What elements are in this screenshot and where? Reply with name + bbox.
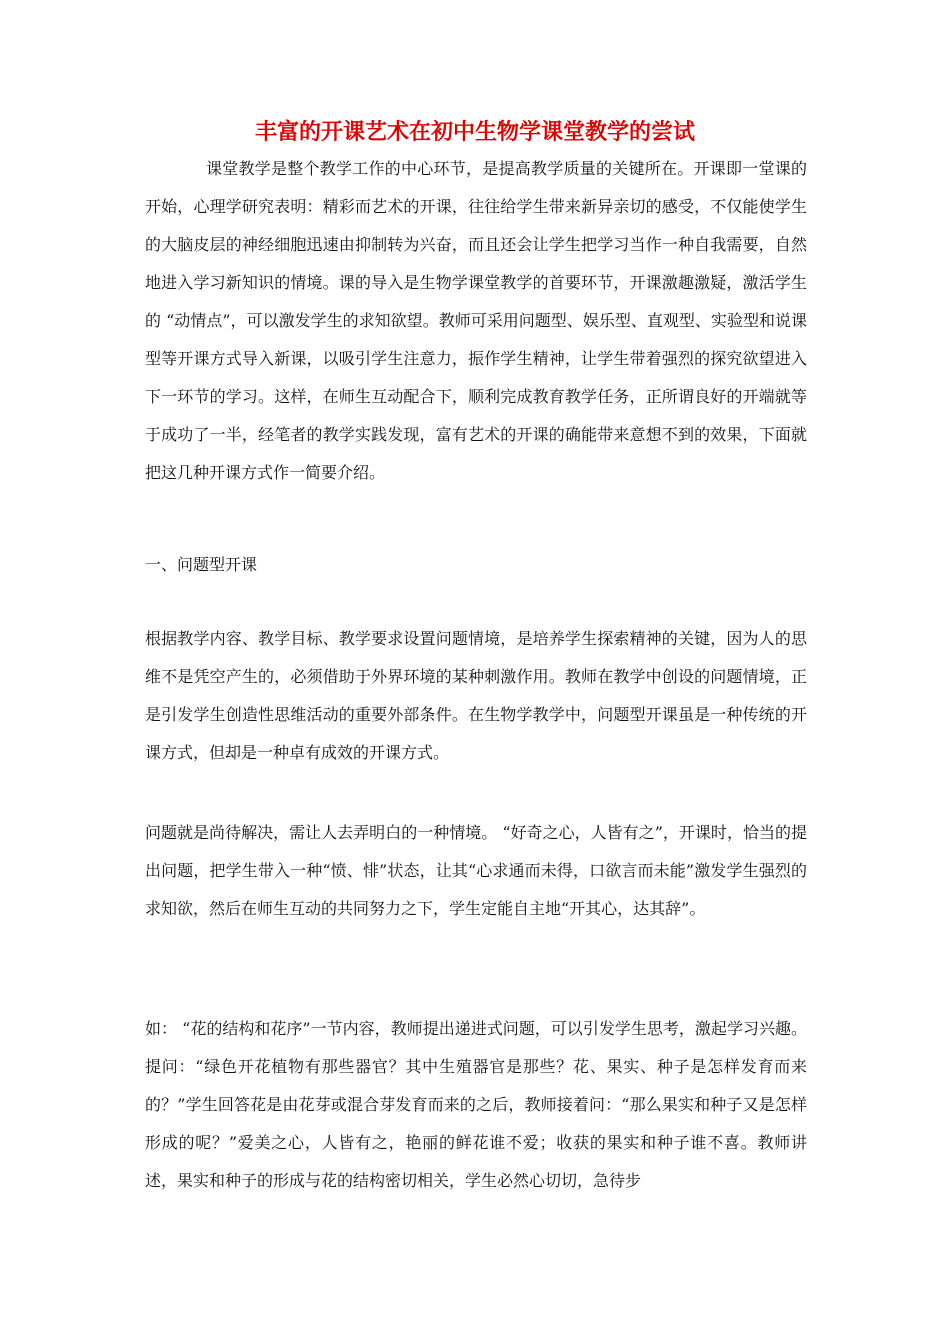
document-title: 丰富的开课艺术在初中生物学课堂教学的尝试: [254, 120, 695, 145]
section-paragraph-1: 根据教学内容、教学目标、教学要求设置问题情境，是培养学生探索精神的关键，因为人的思维不是凭空产生的，必须借助于外界环境的某种刺激作用。教师在教学中创设的问题情境，正是引发学生创造性思维活动的重要外部条件。在生物学教学中，问题型开课虽是一种传统的开课方式，但却是一种卓有成效的开课方式。: [145, 629, 807, 762]
section-paragraph-2: 问题就是尚待解决，需让人去弄明白的一种情境。 “好奇之心，人皆有之”，开课时，恰当的提出问题，把学生带入一种“愤、悱”状态，让其“心求通而未得，口欲言而未能”激发学生强烈的求知欲，然后在师生互动的共同努力之下，学生定能自主地“开其心，达其辞”。: [145, 823, 807, 918]
intro-paragraph: 课堂教学是整个教学工作的中心环节，是提高教学质量的关键所在。开课即一堂课的开始，心理学研究表明：精彩而艺术的开课，往往给学生带来新异亲切的感受，不仅能使学生的大脑皮层的神经细胞迅速由抑制转为兴奋，而且还会让学生把学习当作一种自我需要，自然地进入学习新知识的情境。课的导入是生物学课堂教学的首要环节，开课激趣激疑，激活学生的 “动情点”，可以激发学生的求知欲望。教师可采用问题型、娱乐型、直观型、实验型和说课型等开课方式导入新课，以吸引学生注意力，振作学生精神，让学生带着强烈的探究欲望进入下一环节的学习。这样，在师生互动配合下，顺利完成教育教学任务，正所谓良好的开端就等于成功了一半，经笔者的教学实践发现，富有艺术的开课的确能带来意想不到的效果，下面就把这几种开课方式作一简要介绍。: [145, 159, 807, 482]
section-paragraph-3: 如： “花的结构和花序”一节内容，教师提出递进式问题，可以引发学生思考，激起学习兴趣。提问：“绿色开花植物有那些器官？其中生殖器官是那些？花、果实、种子是怎样发育而来的？”学生回答花是由花芽或混合芽发育而来的之后，教师接着问：“那么果实和种子又是怎样形成的呢？”爱美之心，人皆有之，艳丽的鲜花谁不爱；收获的果实和种子谁不喜。教师讲述，果实和种子的形成与花的结构密切相关，学生必然心切切，急待步: [145, 1019, 807, 1190]
section-heading: 一、问题型开课: [145, 555, 258, 574]
